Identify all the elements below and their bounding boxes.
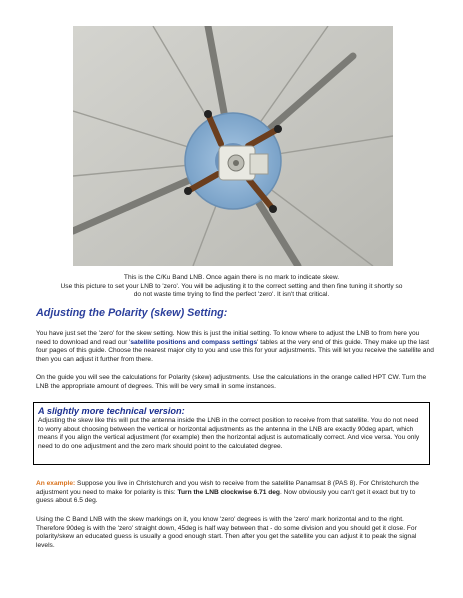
technical-version-box bbox=[33, 402, 430, 465]
example-text-end: . Now obviously you can't get it exact but try to guess about 6.5 deg. bbox=[36, 488, 416, 505]
cband-paragraph: Using the C Band LNB with the skew markings on it, you know 'zero' degrees is with the 'zero' mark horizontal and to the right. Therefore 90deg is with the 'zero' straight down, 45deg is half way between that - do some division and you should get it close. For polarity/skew an educated guess is usually a good enough start. Then after you get the satellite you can adjust it to peak the signal levels. bbox=[36, 516, 417, 550]
lnb-photo bbox=[73, 26, 393, 266]
photo-caption bbox=[28, 274, 435, 300]
lnb-photo-illustration bbox=[73, 26, 393, 266]
technical-body: Adjusting the skew like this will put the antenna inside the LNB in the correct position to receive from that satellite. You do not need to worry about choosing between the vertical or horizontal adjustments as the antenna in the LNB are exactly 90deg apart, which means if you align the vertical adjustment (for example) then the horizontal adjust is automatically correct. And vice versa. You only need to do one adjustment and the zero mark should point to the calculated degree. bbox=[38, 417, 420, 450]
lnb-center-bolt bbox=[233, 160, 239, 166]
caption-line: Use this picture to set your LNB to 'zero'. You will be adjusting it to the correct setting and then fine tuning it shortly so bbox=[60, 282, 403, 290]
intro-text-continued: ' tables at the very end of this guide. They make up the last four pages of this guide. Choose the nearest major city to you and use this for your adjustments. This will let you receive the satellite and then you can adjust it further from there. bbox=[36, 338, 434, 364]
lnb-connector-block bbox=[250, 154, 268, 174]
guide-paragraph: On the guide you will see the calculations for Polarity (skew) adjustments. Use the calculations in the orange called HPT CW. Turn the LNB the appropriate amount of degrees. This will be very small in some instances. bbox=[36, 374, 427, 390]
caption-line: This is the C/Ku Band LNB. Once again there is no mark to indicate skew. bbox=[123, 274, 340, 281]
technical-heading: A slightly more technical version: bbox=[38, 406, 185, 416]
intro-text: You have just set the 'zero' for the skew setting. Now this is just the initial setting. To know where to adjust the LNB to from here you need to download and read our ' bbox=[36, 330, 420, 346]
example-instruction: Turn the LNB clockwise 6.71 deg bbox=[177, 488, 280, 496]
intro-paragraph bbox=[36, 330, 434, 365]
example-label: An example: bbox=[36, 480, 76, 487]
caption-line: do not waste time trying to find the perfect 'zero'. It isn't that critical. bbox=[133, 291, 330, 299]
example-text: Suppose you live in Christchurch and you wish to receive from the satellite Panamsat 8 (PAS 8). For Christchurch the adjustment you need to make for polarity is this: bbox=[36, 480, 419, 496]
tables-link-text: satellite positions and compass settings bbox=[130, 338, 258, 346]
section-heading: Adjusting the Polarity (skew) Setting: bbox=[36, 307, 228, 319]
example-paragraph bbox=[36, 480, 434, 506]
